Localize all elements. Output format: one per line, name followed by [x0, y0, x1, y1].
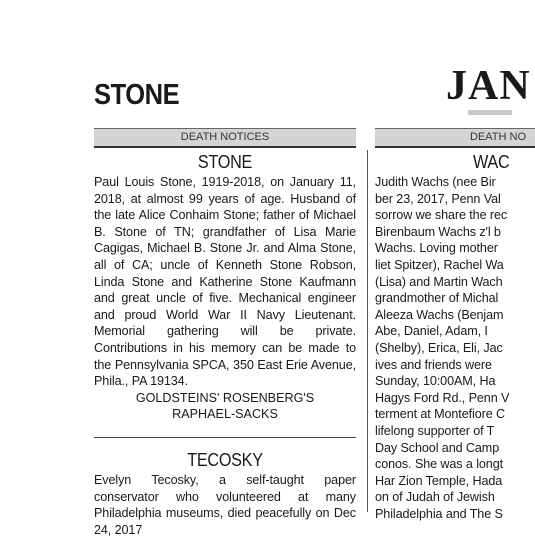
notice-line: sorrow we share the rec: [375, 208, 508, 223]
notice-line: Hagys Ford Rd., Penn V: [375, 390, 510, 405]
notice-line: terment at Montefiore C: [375, 407, 505, 422]
notice-divider: [94, 437, 356, 438]
section-label-death-notices: DEATH NO: [375, 128, 535, 148]
notice-line: ives and friends were: [375, 357, 492, 372]
notice-line: ber 23, 2017, Penn Val: [375, 191, 501, 206]
notice-line: (Shelby), Erica, Eli, Jac: [375, 340, 503, 355]
notice-line: Birenbaum Wachs z'l b: [375, 224, 501, 239]
notice-text: [375, 174, 535, 522]
notice-tecosky: [94, 450, 356, 538]
notice-line: grandmother of Michal: [375, 291, 499, 306]
notice-paragraph: Evelyn Tecosky, a self-taught paper conservator who volunteered at many Philadelphia museums, died peacefully on Dec 24, 2017: [94, 472, 356, 537]
notice-name: WAC: [473, 152, 510, 172]
notice-line: (Lisa) and Martin Wach: [375, 274, 503, 289]
left-column: [94, 128, 356, 538]
notice-text: [94, 472, 356, 538]
funeral-home-line: RAPHAEL-SACKS: [172, 407, 278, 422]
notice-stone: [94, 152, 356, 423]
notice-paragraph: Paul Louis Stone, 1919-2018, on January 11, 2018, at almost 99 years of age. Husband of the late Alice Conhaim Stone; father of Michael B. Stone of TN; grandfather of Lisa Marie Cagigas, Michael B. Stone Jr. and Alma Stone, all of CA; uncle of Kenneth Stone Robson, Linda Stone and Katherine Stone Kaufmann and great uncle of five. Mechanical engineer and proud World War II Navy Lieutenant. Memorial gathering will be private. Contributions in his memory can be made to the Pennsylvania SPCA, 350 East Erie Avenue, Phila., PA 19134.: [94, 175, 356, 389]
notice-line: Wachs. Loving mother: [375, 241, 498, 256]
right-column: [375, 128, 535, 522]
notice-line: lifelong supporter of T: [375, 423, 495, 438]
notice-line: Philadelphia and The S: [375, 506, 503, 521]
notice-line: Abe, Daniel, Adam, I: [375, 324, 488, 339]
notice-line: Day School and Camp: [375, 440, 500, 455]
notice-name: STONE: [197, 152, 253, 172]
notice-line: liet Spitzer), Rachel Wa: [375, 257, 504, 272]
page-date-header: JAN: [446, 63, 531, 109]
notice-line: Aleeza Wachs (Benjam: [375, 307, 504, 322]
notice-line: Har Zion Temple, Hada: [375, 473, 503, 488]
section-label-death-notices: DEATH NOTICES: [94, 128, 356, 148]
page-section-title: STONE: [94, 79, 180, 111]
funeral-home-line: GOLDSTEINS' ROSENBERG'S: [135, 390, 315, 405]
notice-line: on of Judah of Jewish: [375, 490, 495, 505]
notice-text: [94, 174, 356, 390]
notice-line: Sunday, 10:00AM, Ha: [375, 374, 496, 389]
notice-line: Judith Wachs (nee Bir: [375, 175, 496, 189]
column-rule: [367, 150, 368, 512]
notice-name: TECOSKY: [187, 449, 263, 470]
header-underline: [468, 110, 512, 115]
notice-line: conos. She was a longt: [375, 457, 504, 472]
